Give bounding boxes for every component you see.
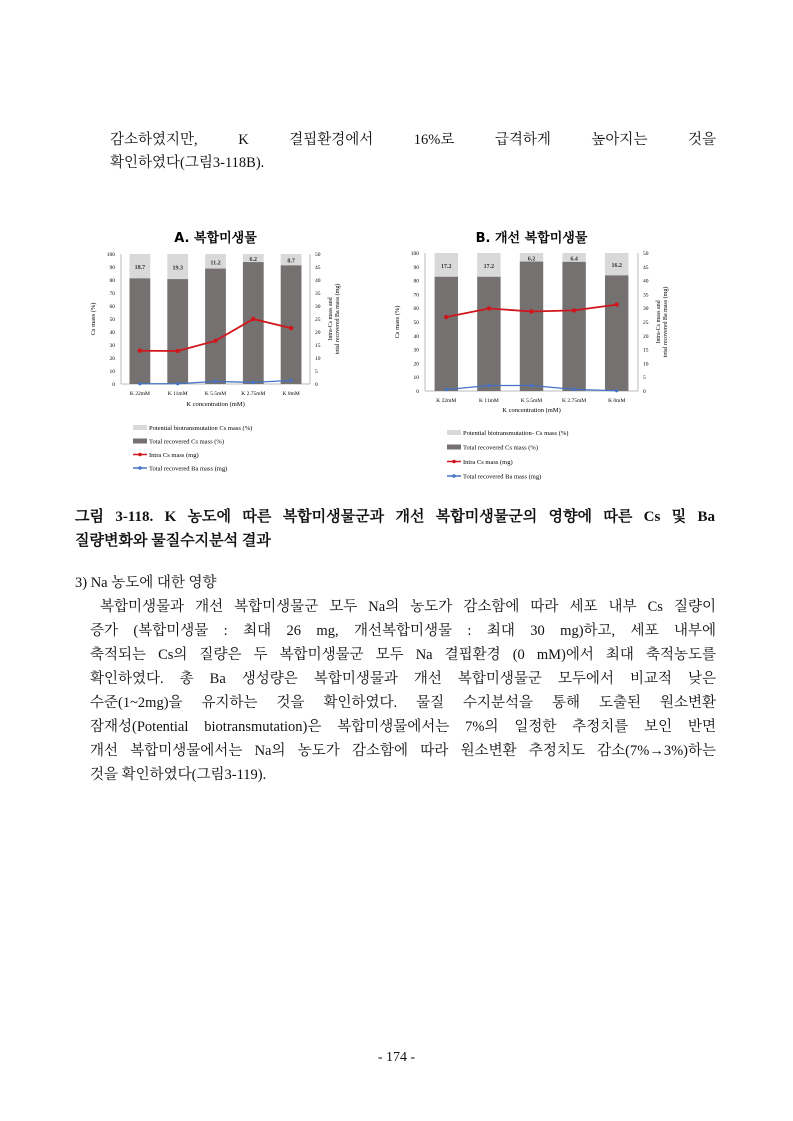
legend-marker <box>452 460 456 464</box>
y-tick-label: 100 <box>410 251 419 257</box>
legend-swatch <box>133 425 147 430</box>
data-label: 17.2 <box>441 263 452 270</box>
y-tick-label: 100 <box>106 252 115 258</box>
y2-tick-label: 25 <box>315 317 321 323</box>
total-recovered-bar <box>281 265 302 384</box>
legend-label: Intra Cs mass (mg) <box>149 452 199 459</box>
y-tick-label: 80 <box>413 278 419 285</box>
legend-label: Total recovered Cs mass (%) <box>463 444 538 452</box>
y2-tick-label: 10 <box>315 356 321 362</box>
body-line: 감소하였지만, K 결핍환경에서 16%로 급격하게 높아지는 것을 <box>110 132 716 148</box>
legend-label: Total recovered Cs mass (%) <box>149 438 224 446</box>
y2-axis-label: total recovered Ba mass (mg) <box>335 283 341 355</box>
y-tick-label: 90 <box>413 264 419 271</box>
intra-cs-point <box>615 302 619 306</box>
intra-cs-point <box>444 315 448 319</box>
y2-tick-label: 50 <box>315 252 321 258</box>
y2-tick-label: 15 <box>315 343 321 349</box>
y2-tick-label: 35 <box>315 291 321 297</box>
y-tick-label: 70 <box>109 291 115 297</box>
legend-label: Total recovered Ba mass (mg) <box>149 465 228 473</box>
intra-cs-point <box>487 306 491 310</box>
y2-tick-label: 45 <box>643 264 649 271</box>
chart-a <box>80 225 350 480</box>
data-label: 17.2 <box>483 263 495 270</box>
y-tick-label: 30 <box>413 347 419 354</box>
page-number: - 174 - <box>377 1050 416 1065</box>
x-tick-label: K 5.5mM <box>520 398 543 404</box>
y-tick-label: 0 <box>112 382 115 388</box>
legend-swatch <box>133 439 147 444</box>
y-tick-label: 30 <box>109 343 115 349</box>
x-tick-label: K 2.75mM <box>241 391 266 397</box>
body-line: 증가 (복합미생물 : 최대 26 mg, 개선복합미생물 : 최대 30 mg)하고, 세포 내부에 <box>90 623 716 639</box>
ba-point <box>487 384 490 387</box>
ba-point <box>573 388 576 391</box>
y2-tick-label: 20 <box>643 333 649 340</box>
chart-title: B. 개선 복합미생물 <box>475 231 588 246</box>
total-recovered-bar <box>205 269 226 384</box>
total-recovered-bar <box>167 279 188 384</box>
y-tick-label: 70 <box>413 292 419 299</box>
data-label: 16.2 <box>611 263 622 270</box>
y2-tick-label: 0 <box>315 382 318 388</box>
y-tick-label: 80 <box>109 278 115 284</box>
x-tick-label: K 11mM <box>478 398 499 404</box>
intra-cs-point <box>251 317 255 321</box>
ba-point <box>138 382 141 385</box>
legend-marker <box>452 474 456 478</box>
ba-point <box>176 382 179 385</box>
ba-point <box>530 384 533 387</box>
ba-point <box>214 380 217 383</box>
y2-tick-label: 20 <box>315 330 321 336</box>
y2-tick-label: 5 <box>315 369 318 375</box>
legend-label: Intra Cs mass (mg) <box>463 459 513 466</box>
data-label: 8.7 <box>287 258 295 265</box>
x-tick-label: K 5.5mM <box>204 391 227 397</box>
x-tick-label: K 22mM <box>436 398 457 404</box>
figure-caption-line: 질량변화와 물질수지분석 결과 <box>75 533 271 549</box>
data-label: 6.2 <box>527 256 536 263</box>
y-tick-label: 60 <box>413 306 419 313</box>
legend-marker <box>138 453 142 457</box>
body-line: 확인하였다. 총 Ba 생성량은 복합미생물과 개선 복합미생물군 모두에서 비교적 낮은 <box>90 671 716 687</box>
y2-tick-label: 10 <box>643 361 649 368</box>
y-axis-label: Cs mass (%) <box>394 305 401 339</box>
ba-point <box>252 381 255 384</box>
x-tick-label: K 11mM <box>167 391 188 397</box>
body-line: 복합미생물과 개선 복합미생물군 모두 Na의 농도가 감소함에 따라 세포 내부 Cs 질량이 <box>100 599 716 615</box>
y-tick-label: 50 <box>413 320 419 326</box>
section-heading: 3) Na 농도에 대한 영향 <box>75 575 217 591</box>
chart-title: A. 복합미생물 <box>174 231 257 246</box>
total-recovered-bar <box>477 277 500 391</box>
data-label: 6.2 <box>249 257 258 264</box>
x-axis-label: K concentration (mM) <box>502 407 561 414</box>
total-recovered-bar <box>130 278 151 384</box>
intra-cs-point <box>572 308 576 312</box>
intra-cs-point <box>529 309 533 313</box>
legend-swatch <box>447 430 461 435</box>
y2-tick-label: 0 <box>643 389 646 395</box>
figure-caption-line: 그림 3-118. K 농도에 따른 복합미생물군과 개선 복합미생물군의 영향에 따른 Cs 및 Ba <box>75 509 715 525</box>
total-recovered-bar <box>520 262 543 391</box>
y-tick-label: 10 <box>109 369 115 375</box>
y-tick-label: 50 <box>109 317 115 323</box>
y2-axis-label: total recovered Ba mass (mg) <box>663 286 669 358</box>
y-tick-label: 40 <box>413 333 419 340</box>
intra-cs-point <box>176 349 180 353</box>
y2-axis-label: Intra-Cs mass and <box>656 300 662 344</box>
legend-marker <box>138 466 142 470</box>
y-tick-label: 40 <box>109 330 115 336</box>
data-label: 18.7 <box>134 265 146 272</box>
y-tick-label: 10 <box>413 375 419 382</box>
y2-axis-label: Intra-Cs mass and <box>328 297 334 341</box>
y-tick-label: 20 <box>413 361 419 368</box>
y2-tick-label: 25 <box>643 320 649 326</box>
y2-tick-label: 50 <box>643 251 649 257</box>
legend-label: Potential biotransmutation- Cs mass (%) <box>463 430 569 437</box>
data-label: 19.3 <box>172 265 183 272</box>
y-axis-label: Cs mass (%) <box>90 302 97 336</box>
data-label: 11.2 <box>210 260 221 267</box>
x-tick-label: K 0mM <box>282 391 300 397</box>
y-tick-label: 90 <box>109 265 115 271</box>
intra-cs-point <box>138 349 142 353</box>
ba-point <box>290 379 293 382</box>
x-tick-label: K 0mM <box>608 398 626 404</box>
total-recovered-bar <box>562 262 585 391</box>
y2-tick-label: 40 <box>643 278 649 285</box>
ba-point <box>445 388 448 391</box>
y2-tick-label: 5 <box>643 375 646 382</box>
body-line: 확인하였다(그림3-118B). <box>110 155 265 171</box>
x-tick-label: K 22mM <box>129 391 150 397</box>
y-tick-label: 0 <box>416 389 419 395</box>
y-tick-label: 20 <box>109 356 115 362</box>
ba-point <box>615 389 618 392</box>
x-tick-label: K 2.75mM <box>562 398 587 404</box>
x-axis-label: K concentration (mM) <box>186 401 245 408</box>
y2-tick-label: 40 <box>315 278 321 284</box>
body-line: 수준(1~2mg)을 유지하는 것을 확인하였다. 물질 수지분석을 통해 도출된 원소변환 <box>90 695 716 711</box>
legend-swatch <box>447 445 461 450</box>
chart-b <box>380 225 680 490</box>
body-line: 개선 복합미생물에서는 Na의 농도가 감소함에 따라 원소변환 추정치도 감소(7%→3%)하는 <box>90 743 716 759</box>
y2-tick-label: 30 <box>643 306 649 313</box>
body-line: 축적되는 Cs의 질량은 두 복합미생물군 모두 Na 결핍환경 (0 mM)에서 최대 축적농도를 <box>90 647 716 663</box>
legend-label: Potential biotransmutation Cs mass (%) <box>149 425 253 432</box>
total-recovered-bar <box>605 275 628 391</box>
y2-tick-label: 45 <box>315 265 321 271</box>
y2-tick-label: 30 <box>315 304 321 310</box>
intra-cs-point <box>213 339 217 343</box>
body-line: 잠재성(Potential biotransmutation)은 복합미생물에서는 7%의 일정한 추정치를 보인 반면 <box>90 719 716 735</box>
body-line: 것을 확인하였다(그림3-119). <box>90 767 267 783</box>
y2-tick-label: 35 <box>643 292 649 299</box>
data-label: 6.4 <box>570 256 578 263</box>
legend-label: Total recovered Ba mass (mg) <box>463 473 542 481</box>
total-recovered-bar <box>435 277 458 391</box>
y-tick-label: 60 <box>109 304 115 310</box>
y2-tick-label: 15 <box>643 347 649 354</box>
intra-cs-point <box>289 326 293 330</box>
